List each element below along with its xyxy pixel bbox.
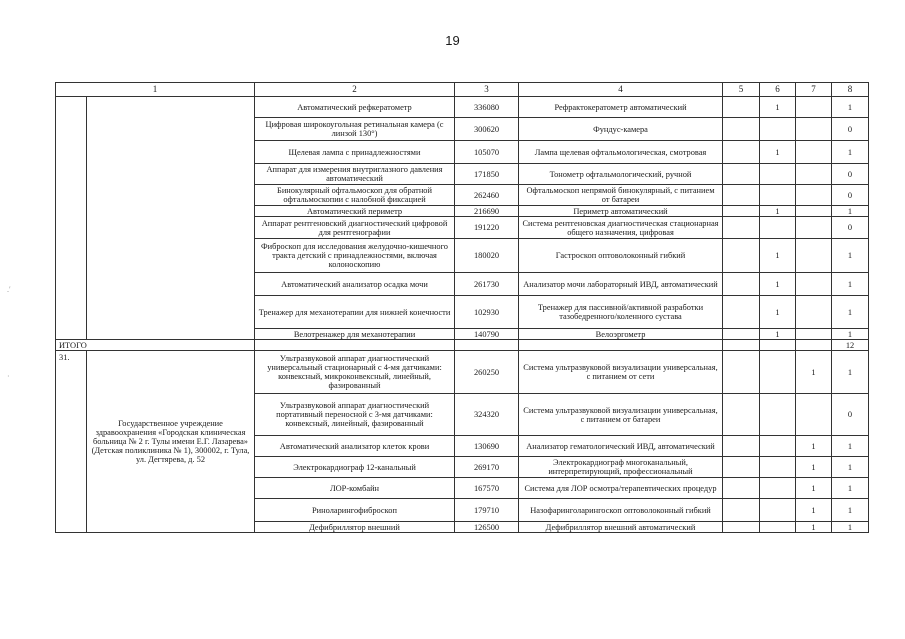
header-cell: 7 bbox=[796, 83, 832, 97]
equipment-name-cell: Аппарат для измерения внутриглазного давления автоматический bbox=[255, 164, 455, 185]
code-cell: 105070 bbox=[455, 141, 519, 164]
count-cell-c5 bbox=[723, 273, 760, 296]
code-cell: 102930 bbox=[455, 296, 519, 329]
count-cell-c8: 0 bbox=[832, 185, 869, 206]
count-cell-c8: 1 bbox=[832, 499, 869, 522]
count-cell-c6 bbox=[760, 118, 796, 141]
count-cell-c8: 0 bbox=[832, 118, 869, 141]
equipment-name-cell: Автоматический анализатор клеток крови bbox=[255, 436, 455, 457]
header-cell: 4 bbox=[519, 83, 723, 97]
nkmi-name-cell: Периметр автоматический bbox=[519, 206, 723, 217]
count-cell-c8: 1 bbox=[832, 478, 869, 499]
equipment-name-cell: Дефибриллятор внешний bbox=[255, 522, 455, 533]
equipment-name-cell: Велотренажер для механотерапии bbox=[255, 329, 455, 340]
empty-cell bbox=[455, 340, 519, 351]
equipment-name-cell: Фиброскоп для исследования желудочно-кишечного тракта детский с принадлежностями, включая колоноскопию bbox=[255, 239, 455, 273]
count-cell-c5 bbox=[723, 394, 760, 436]
nkmi-name-cell: Велоэргометр bbox=[519, 329, 723, 340]
count-cell-c7 bbox=[796, 273, 832, 296]
count-cell-c8: 1 bbox=[832, 206, 869, 217]
code-cell: 324320 bbox=[455, 394, 519, 436]
count-cell-c7: 1 bbox=[796, 436, 832, 457]
header-cell: 1 bbox=[56, 83, 255, 97]
equipment-name-cell: Автоматический периметр bbox=[255, 206, 455, 217]
nkmi-name-cell: Гастроскоп оптоволоконный гибкий bbox=[519, 239, 723, 273]
count-cell-c5 bbox=[723, 217, 760, 239]
nkmi-name-cell: Тонометр офтальмологический, ручной bbox=[519, 164, 723, 185]
number-cell: 31. bbox=[56, 351, 87, 533]
nkmi-name-cell: Офтальмоскоп непрямой бинокулярный, с питанием от батареи bbox=[519, 185, 723, 206]
total-label: ИТОГО bbox=[56, 340, 255, 351]
count-cell-c7: 1 bbox=[796, 522, 832, 533]
count-cell-c5 bbox=[723, 351, 760, 394]
count-cell-c8: 1 bbox=[832, 239, 869, 273]
count-cell-c7 bbox=[796, 164, 832, 185]
nkmi-name-cell: Анализатор гематологический ИВД, автоматический bbox=[519, 436, 723, 457]
code-cell: 180020 bbox=[455, 239, 519, 273]
count-cell-c6: 1 bbox=[760, 206, 796, 217]
number-cell bbox=[56, 97, 87, 340]
organization-cell bbox=[87, 97, 255, 340]
count-cell-c5 bbox=[723, 97, 760, 118]
equipment-name-cell: Электрокардиограф 12-канальный bbox=[255, 457, 455, 478]
page-number: 19 bbox=[445, 33, 460, 48]
count-cell-c7 bbox=[796, 141, 832, 164]
count-cell-c6: 1 bbox=[760, 273, 796, 296]
code-cell: 216690 bbox=[455, 206, 519, 217]
count-cell-c8: 1 bbox=[832, 522, 869, 533]
code-cell: 191220 bbox=[455, 217, 519, 239]
count-cell-c7: 1 bbox=[796, 499, 832, 522]
count-cell-c5 bbox=[723, 164, 760, 185]
nkmi-name-cell: Система ультразвуковой визуализации универсальная, с питанием от сети bbox=[519, 351, 723, 394]
total-row bbox=[56, 340, 869, 351]
count-cell-c8: 1 bbox=[832, 141, 869, 164]
header-cell: 5 bbox=[723, 83, 760, 97]
equipment-name-cell: Ультразвуковой аппарат диагностический портативный переносной с 3-мя датчиками: конвексный, линейный, фазированный bbox=[255, 394, 455, 436]
equipment-table bbox=[55, 82, 869, 533]
header-cell: 3 bbox=[455, 83, 519, 97]
empty-cell bbox=[723, 340, 760, 351]
count-cell-c5 bbox=[723, 118, 760, 141]
count-cell-c6 bbox=[760, 217, 796, 239]
count-cell-c7 bbox=[796, 185, 832, 206]
header-cell: 6 bbox=[760, 83, 796, 97]
nkmi-name-cell: Лампа щелевая офтальмологическая, смотровая bbox=[519, 141, 723, 164]
count-cell-c8: 1 bbox=[832, 436, 869, 457]
equipment-name-cell: Цифровая широкоугольная ретинальная камера (с линзой 130°) bbox=[255, 118, 455, 141]
empty-cell bbox=[796, 340, 832, 351]
code-cell: 126500 bbox=[455, 522, 519, 533]
count-cell-c6 bbox=[760, 457, 796, 478]
nkmi-name-cell: Система для ЛОР осмотра/терапевтических процедур bbox=[519, 478, 723, 499]
count-cell-c5 bbox=[723, 457, 760, 478]
count-cell-c6: 1 bbox=[760, 296, 796, 329]
count-cell-c8: 1 bbox=[832, 457, 869, 478]
count-cell-c5 bbox=[723, 436, 760, 457]
nkmi-name-cell: Фундус-камера bbox=[519, 118, 723, 141]
equipment-name-cell: Риноларингофиброскоп bbox=[255, 499, 455, 522]
equipment-name-cell: Щелевая лампа с принадлежностями bbox=[255, 141, 455, 164]
nkmi-name-cell: Тренажер для пассивной/активной разработки тазобедренного/коленного сустава bbox=[519, 296, 723, 329]
code-cell: 179710 bbox=[455, 499, 519, 522]
count-cell-c6 bbox=[760, 164, 796, 185]
count-cell-c5 bbox=[723, 522, 760, 533]
count-cell-c5 bbox=[723, 329, 760, 340]
table-row bbox=[56, 97, 869, 118]
scan-mark: · bbox=[7, 372, 10, 381]
count-cell-c7: 1 bbox=[796, 457, 832, 478]
count-cell-c7: 1 bbox=[796, 478, 832, 499]
organization-cell: Государственное учреждение здравоохранения «Городская клиническая больница № 2 г. Тулы имени Е.Г. Лазарева» (Детская поликлиника № 1), 300002, г. Тула, ул. Дегтярева, д. 52 bbox=[87, 351, 255, 533]
nkmi-name-cell: Рефрактокератометр автоматический bbox=[519, 97, 723, 118]
header-cell: 8 bbox=[832, 83, 869, 97]
count-cell-c7 bbox=[796, 206, 832, 217]
code-cell: 300620 bbox=[455, 118, 519, 141]
count-cell-c7 bbox=[796, 296, 832, 329]
code-cell: 262460 bbox=[455, 185, 519, 206]
count-cell-c6 bbox=[760, 185, 796, 206]
count-cell-c6 bbox=[760, 478, 796, 499]
count-cell-c8: 0 bbox=[832, 394, 869, 436]
count-cell-c7 bbox=[796, 118, 832, 141]
count-cell-c7 bbox=[796, 239, 832, 273]
equipment-name-cell: Ультразвуковой аппарат диагностический универсальный стационарный с 4-мя датчиками: конвексный, микроконвексный, линейный, фазированный bbox=[255, 351, 455, 394]
equipment-name-cell: Аппарат рентгеновский диагностический цифровой для рентгенографии bbox=[255, 217, 455, 239]
code-cell: 167570 bbox=[455, 478, 519, 499]
code-cell: 130690 bbox=[455, 436, 519, 457]
code-cell: 140790 bbox=[455, 329, 519, 340]
count-cell-c8: 1 bbox=[832, 351, 869, 394]
empty-cell bbox=[255, 340, 455, 351]
header-row bbox=[56, 83, 869, 97]
count-cell-c8: 1 bbox=[832, 273, 869, 296]
count-cell-c6: 1 bbox=[760, 239, 796, 273]
count-cell-c5 bbox=[723, 239, 760, 273]
count-cell-c5 bbox=[723, 499, 760, 522]
count-cell-c6 bbox=[760, 351, 796, 394]
equipment-name-cell: Бинокулярный офтальмоскоп для обратной офтальмоскопии с налобной фиксацией bbox=[255, 185, 455, 206]
nkmi-name-cell: Анализатор мочи лабораторный ИВД, автоматический bbox=[519, 273, 723, 296]
nkmi-name-cell: Назофаринголарингоскоп оптоволоконный гибкий bbox=[519, 499, 723, 522]
count-cell-c7: 1 bbox=[796, 351, 832, 394]
total-value: 12 bbox=[832, 340, 869, 351]
empty-cell bbox=[760, 340, 796, 351]
count-cell-c6 bbox=[760, 499, 796, 522]
equipment-name-cell: ЛОР-комбайн bbox=[255, 478, 455, 499]
count-cell-c5 bbox=[723, 206, 760, 217]
code-cell: 336080 bbox=[455, 97, 519, 118]
count-cell-c6 bbox=[760, 436, 796, 457]
count-cell-c8: 1 bbox=[832, 329, 869, 340]
nkmi-name-cell: Дефибриллятор внешний автоматический bbox=[519, 522, 723, 533]
count-cell-c7 bbox=[796, 217, 832, 239]
nkmi-name-cell: Система рентгеновская диагностическая стационарная общего назначения, цифровая bbox=[519, 217, 723, 239]
count-cell-c8: 1 bbox=[832, 296, 869, 329]
count-cell-c8: 1 bbox=[832, 97, 869, 118]
nkmi-name-cell: Система ультразвуковой визуализации универсальная, с питанием от батареи bbox=[519, 394, 723, 436]
count-cell-c7 bbox=[796, 329, 832, 340]
count-cell-c7 bbox=[796, 97, 832, 118]
code-cell: 269170 bbox=[455, 457, 519, 478]
count-cell-c6: 1 bbox=[760, 97, 796, 118]
count-cell-c5 bbox=[723, 478, 760, 499]
equipment-name-cell: Автоматический анализатор осадка мочи bbox=[255, 273, 455, 296]
count-cell-c5 bbox=[723, 296, 760, 329]
count-cell-c6: 1 bbox=[760, 329, 796, 340]
header-cell: 2 bbox=[255, 83, 455, 97]
count-cell-c7 bbox=[796, 394, 832, 436]
count-cell-c6: 1 bbox=[760, 141, 796, 164]
count-cell-c5 bbox=[723, 141, 760, 164]
count-cell-c5 bbox=[723, 185, 760, 206]
count-cell-c6 bbox=[760, 394, 796, 436]
table-row bbox=[56, 351, 869, 394]
equipment-name-cell: Тренажер для механотерапии для нижней конечности bbox=[255, 296, 455, 329]
empty-cell bbox=[519, 340, 723, 351]
scan-mark: .′ bbox=[7, 285, 11, 294]
code-cell: 261730 bbox=[455, 273, 519, 296]
equipment-name-cell: Автоматический рефкератометр bbox=[255, 97, 455, 118]
code-cell: 260250 bbox=[455, 351, 519, 394]
code-cell: 171850 bbox=[455, 164, 519, 185]
count-cell-c8: 0 bbox=[832, 217, 869, 239]
count-cell-c8: 0 bbox=[832, 164, 869, 185]
count-cell-c6 bbox=[760, 522, 796, 533]
nkmi-name-cell: Электрокардиограф многоканальный, интерпретирующий, профессиональный bbox=[519, 457, 723, 478]
